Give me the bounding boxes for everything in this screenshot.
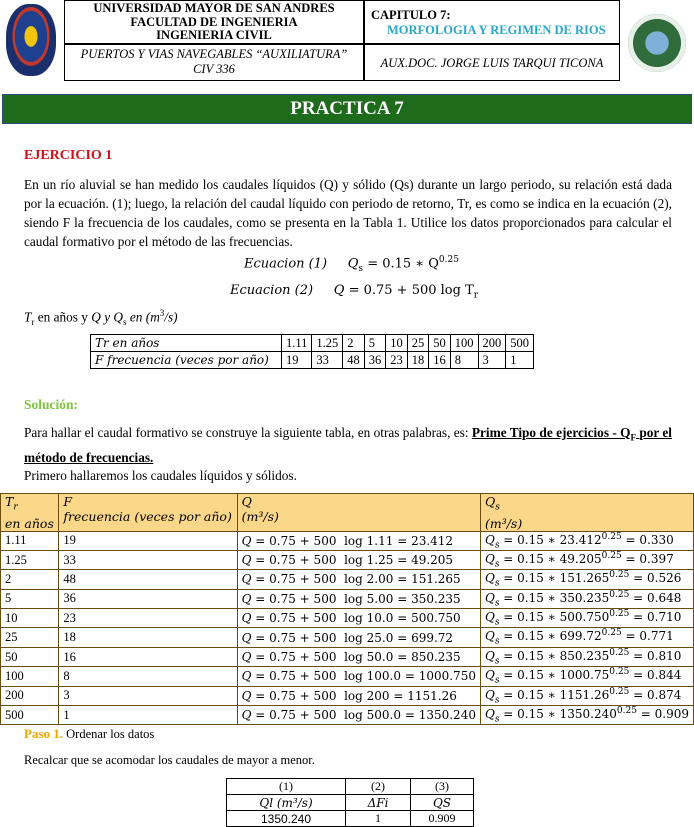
cell-qs-formula: $Q_s = 0.15$ ∗ $350.235^{0.25} = 0.648$ (480, 589, 693, 608)
cell-q-formula: Q = 0.75 + 500 log 1.11 = 23.412 (237, 531, 480, 550)
solution-method: Prime Tipo de ejercicios - Q (471, 425, 631, 440)
header-q: Q (m³/s) (237, 494, 480, 532)
units-note (24, 308, 178, 327)
cell-qs-formula: $Q_s = 0.15$ ∗ $699.72^{0.25} = 0.771$ (480, 628, 693, 647)
table-cell: 36 (364, 352, 386, 369)
units-unit-end: /s) (164, 309, 178, 325)
table-row (1, 647, 694, 666)
first-line: Primero hallaremos los caudales líquidos y sólidos. (24, 468, 297, 483)
cell-tr: 1.11 (1, 531, 59, 550)
table-cell: 19 (282, 352, 312, 369)
table-cell: 2 (343, 335, 365, 352)
cell-f: 8 (59, 667, 237, 686)
table-cell: 0.909 (411, 811, 474, 827)
cell-tr: 10 (1, 609, 59, 628)
step-label: Paso 1. (24, 726, 63, 741)
equation-rhs: = 0.15 ∗ Q (367, 256, 439, 272)
calculation-table (0, 493, 694, 725)
cell-qs-formula: $Q_s = 0.15$ ∗ $1350.240^{0.25} = 0.909$ (480, 706, 693, 725)
table-row (91, 352, 534, 369)
cell-q-formula: Q = 0.75 + 500 log 10.0 = 500.750 (237, 609, 480, 628)
cell-q-formula: Q = 0.75 + 500 log 25.0 = 699.72 (237, 628, 480, 647)
table-row (1, 628, 694, 647)
units-q-sub: s (123, 317, 127, 328)
table-row (1, 609, 694, 628)
table-row (227, 811, 474, 827)
table-row (1, 570, 694, 589)
civil-engineering-logo (628, 14, 686, 72)
cell-qs-formula: $Q_s = 0.15$ ∗ $1000.75^{0.25} = 0.844$ (480, 667, 693, 686)
header-tr: $T_r$ en años (1, 494, 59, 532)
header-dfi: ΔFi (346, 795, 411, 811)
cell-f: 1 (59, 706, 237, 725)
units-text: en años y (34, 309, 92, 325)
table-cell: 50 (429, 335, 451, 352)
cell-q-formula: Q = 0.75 + 500 log 500.0 = 1350.240 (237, 706, 480, 725)
step-text: Ordenar los datos (63, 727, 155, 741)
course-name: PUERTOS Y VIAS NAVEGABLES “AUXILIATURA” (80, 47, 348, 61)
solution-title: Solución: (24, 397, 79, 412)
cell-tr: 2 (1, 570, 59, 589)
faculty-line: FACULTAD DE INGENIERIA (130, 14, 298, 29)
course-block (64, 44, 364, 81)
col-number: (2) (346, 779, 411, 795)
equation-rhs-sub: r (473, 290, 479, 301)
cell-f: 36 (59, 589, 237, 608)
equation-label: Ecuacion (2) (230, 283, 314, 298)
table-cell: 48 (343, 352, 365, 369)
col-number: (1) (227, 779, 346, 795)
data-table-1 (90, 334, 534, 369)
document-header (0, 0, 694, 82)
row-label-tr: Tr en años (91, 335, 282, 352)
table-cell: 5 (364, 335, 386, 352)
cell-f: 18 (59, 628, 237, 647)
cell-q-formula: Q = 0.75 + 500 log 200 = 1151.26 (237, 686, 480, 705)
chapter-title: MORFOLOGIA Y REGIMEN DE RIOS (387, 23, 606, 37)
table-cell: 3 (478, 352, 506, 369)
table-row (1, 589, 694, 608)
header-ql: Ql (m³/s) (227, 795, 346, 811)
solution-text (24, 423, 672, 467)
cell-tr: 1.25 (1, 550, 59, 569)
cell-f: 3 (59, 686, 237, 705)
col-number: (3) (411, 779, 474, 795)
cell-tr: 25 (1, 628, 59, 647)
table-cell: 1 (346, 811, 411, 827)
table-row (1, 550, 694, 569)
table-cell: 100 (450, 335, 478, 352)
exercise-title: EJERCICIO 1 (24, 148, 113, 163)
equation-1 (244, 255, 459, 274)
equation-lhs: Q (347, 256, 359, 272)
table-row (227, 779, 474, 795)
problem-statement: En un río aluvial se han medido los caudales líquidos (Q) y sólido (Qs) durante un largo periodo, su relación está dada por la ecuación. (1); luego, la relación del caudal líquido con periodo de retorno, Tr, es como se indica en la ecuación (2), siendo F la frecuencia de los caudales, como se presenta en la Tabla 1. Utilice los datos proporcionados para calcular el caudal formativo por el método de las frecuencias. (24, 177, 672, 249)
equation-2 (230, 283, 478, 301)
table-cell: 16 (429, 352, 451, 369)
chapter-block (364, 0, 620, 44)
table-cell: 33 (312, 352, 343, 369)
solution-method-2: por el método de frecuencias. (24, 425, 672, 465)
table-cell: 23 (386, 352, 408, 369)
units-unit: en (m (126, 309, 160, 325)
solution-intro: Para hallar el caudal formativo se construye la siguiente tabla, en otras palabras, es: (24, 425, 472, 440)
units-tr-sub: r (31, 317, 35, 328)
table-cell: 1 (506, 352, 534, 369)
units-tr: T (24, 309, 32, 325)
step-1-note: Recalcar que se acomodar los caudales de mayor a menor. (24, 753, 315, 767)
cell-qs-formula: $Q_s = 0.15$ ∗ $151.265^{0.25} = 0.526$ (480, 570, 693, 589)
cell-f: 19 (59, 531, 237, 550)
equation-label: Ecuacion (1) (244, 256, 328, 272)
table-row (1, 706, 694, 725)
ordered-table (226, 778, 474, 827)
cell-tr: 5 (1, 589, 59, 608)
units-q: Q y Q (91, 309, 124, 325)
step-1 (24, 726, 154, 742)
table-row (91, 335, 534, 352)
cell-qs-formula: $Q_s = 0.15$ ∗ $500.750^{0.25} = 0.710$ (480, 609, 693, 628)
table-cell: 25 (407, 335, 429, 352)
chapter-number: CAPITULO 7: (371, 8, 451, 22)
table-row (1, 531, 694, 550)
equation-rhs: = 0.75 + 500 log T (348, 283, 474, 298)
cell-f: 48 (59, 570, 237, 589)
cell-f: 23 (59, 609, 237, 628)
table-cell: 500 (506, 335, 534, 352)
units-unit-sup: 3 (159, 308, 165, 318)
equation-lhs-sub: s (358, 263, 364, 274)
cell-q-formula: Q = 0.75 + 500 log 1.25 = 49.205 (237, 550, 480, 569)
table-row (1, 667, 694, 686)
cell-q-formula: Q = 0.75 + 500 log 50.0 = 850.235 (237, 647, 480, 666)
university-line: UNIVERSIDAD MAYOR DE SAN ANDRES (93, 1, 335, 15)
cell-q-formula: Q = 0.75 + 500 log 5.00 = 350.235 (237, 589, 480, 608)
cell-q-formula: Q = 0.75 + 500 log 2.00 = 151.265 (237, 570, 480, 589)
umsa-logo (6, 4, 56, 76)
table-cell: 18 (407, 352, 429, 369)
equation-lhs: Q (333, 283, 345, 298)
practice-banner: PRACTICA 7 (2, 94, 692, 124)
cell-tr: 200 (1, 686, 59, 705)
cell-f: 16 (59, 647, 237, 666)
table-cell: 1.11 (282, 335, 312, 352)
cell-tr: 100 (1, 667, 59, 686)
cell-tr: 500 (1, 706, 59, 725)
table-cell: 200 (478, 335, 506, 352)
row-label-f: F frecuencia (veces por año) (91, 352, 282, 369)
cell-tr: 50 (1, 647, 59, 666)
career-line: INGENIERIA CIVIL (156, 28, 272, 42)
cell-qs-formula: $Q_s = 0.15$ ∗ $49.205^{0.25} = 0.397$ (480, 550, 693, 569)
cell-qs-formula: $Q_s = 0.15$ ∗ $850.235^{0.25} = 0.810$ (480, 647, 693, 666)
university-block (64, 0, 364, 44)
table-header-row (227, 795, 474, 811)
table-cell: 10 (386, 335, 408, 352)
table-cell: 1.25 (312, 335, 343, 352)
table-cell: 8 (450, 352, 478, 369)
header-qs: QS (411, 795, 474, 811)
cell-qs-formula: $Q_s = 0.15$ ∗ $1151.26^{0.25} = 0.874$ (480, 686, 693, 705)
header-f: F frecuencia (veces por año) (59, 494, 237, 532)
equation-rhs-sup: 0.25 (438, 255, 459, 265)
cell-qs-formula: $Q_s = 0.15$ ∗ $23.412^{0.25} = 0.330$ (480, 531, 693, 550)
assistant-name: AUX.DOC. JORGE LUIS TARQUI TICONA (364, 44, 620, 81)
course-code: CIV 336 (193, 62, 235, 76)
solution-method-sub: F (630, 432, 636, 443)
table-cell: 1350.240 (227, 811, 346, 827)
table-row (1, 686, 694, 705)
cell-f: 33 (59, 550, 237, 569)
table-header-row (1, 494, 694, 532)
cell-q-formula: Q = 0.75 + 500 log 100.0 = 1000.750 (237, 667, 480, 686)
header-qs: $Q_s$ (m³/s) (480, 494, 693, 532)
